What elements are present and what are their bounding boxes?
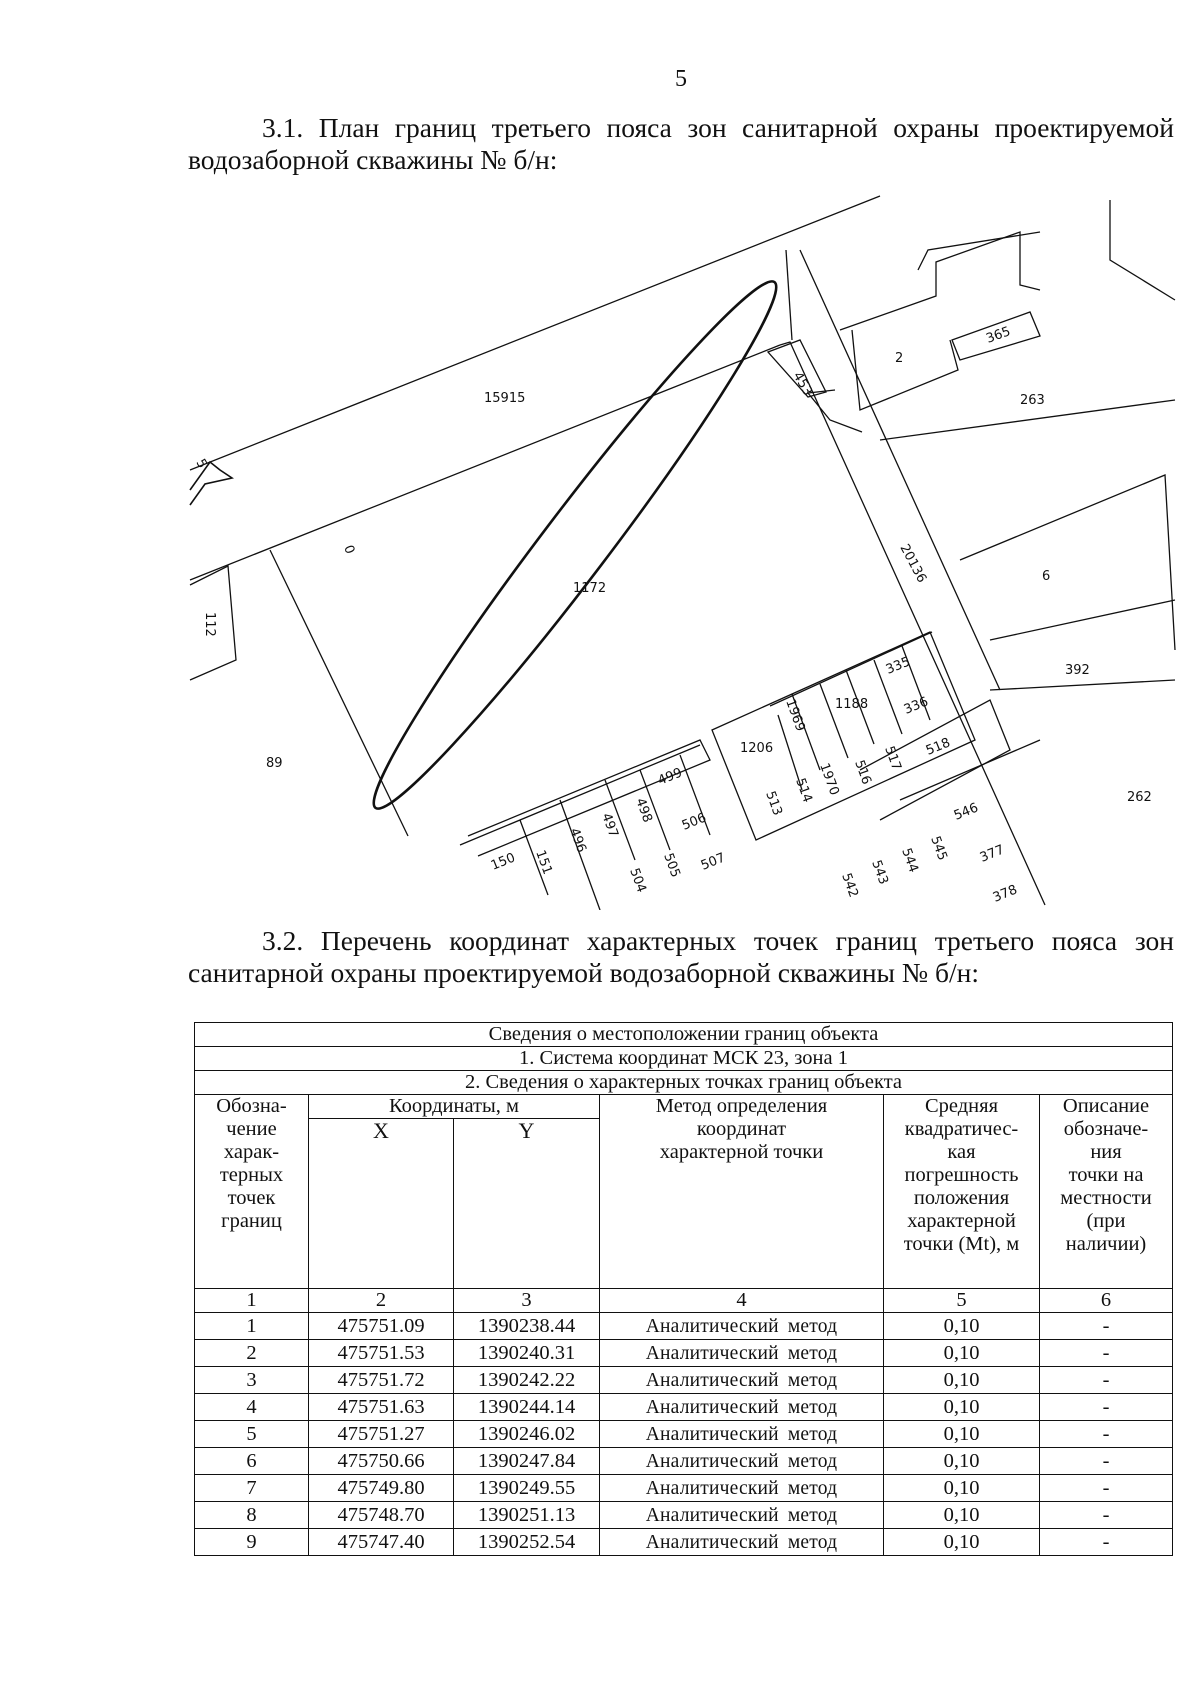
method: Аналитический метод <box>600 1313 884 1340</box>
header-coordinates: Координаты, м <box>309 1095 600 1119</box>
map-label-506: 506 <box>679 810 709 834</box>
map-parcel-lines <box>190 196 1175 910</box>
coord-y: 1390247.84 <box>454 1448 600 1475</box>
map-label-150: 150 <box>488 850 518 874</box>
map-label-504: 504 <box>626 866 649 895</box>
table-row <box>195 1367 1173 1394</box>
method: Аналитический метод <box>600 1421 884 1448</box>
header-x: X <box>309 1119 454 1289</box>
coord-x: 475751.72 <box>309 1367 454 1394</box>
map-label-20136: 20136 <box>896 541 930 586</box>
coord-x: 475751.09 <box>309 1313 454 1340</box>
map-label-263: 263 <box>1020 393 1045 408</box>
method: Аналитический метод <box>600 1340 884 1367</box>
map-label-89: 89 <box>266 756 283 771</box>
table-row <box>195 1529 1173 1556</box>
map-label-262: 262 <box>1127 790 1152 805</box>
mean-error: 0,10 <box>884 1475 1040 1502</box>
map-label-543: 543 <box>868 858 891 887</box>
section-3-1-line-1: 3.1. План границ третьего пояса зон санитарной охраны проектируемой <box>262 112 1174 143</box>
method: Аналитический метод <box>600 1394 884 1421</box>
coord-x: 475750.66 <box>309 1448 454 1475</box>
coord-x: 475751.63 <box>309 1394 454 1421</box>
point-number: 5 <box>195 1421 309 1448</box>
coord-y: 1390244.14 <box>454 1394 600 1421</box>
map-label-392: 392 <box>1065 663 1090 678</box>
table-row <box>195 1502 1173 1529</box>
method: Аналитический метод <box>600 1448 884 1475</box>
point-number: 2 <box>195 1340 309 1367</box>
map-label-112: 112 <box>202 612 217 637</box>
mean-error: 0,10 <box>884 1367 1040 1394</box>
description: - <box>1040 1340 1173 1367</box>
table-title: Сведения о местоположении границ объекта <box>195 1023 1173 1047</box>
table-row <box>195 1475 1173 1502</box>
header-method: Метод определения координат характерной точки <box>600 1095 884 1289</box>
mean-error: 0,10 <box>884 1502 1040 1529</box>
method: Аналитический метод <box>600 1529 884 1556</box>
coord-x: 475747.40 <box>309 1529 454 1556</box>
map-label-336: 336 <box>901 694 931 718</box>
method: Аналитический метод <box>600 1502 884 1529</box>
coord-y: 1390252.54 <box>454 1529 600 1556</box>
map-label-453: 453 <box>789 369 815 399</box>
description: - <box>1040 1475 1173 1502</box>
coord-x: 475751.53 <box>309 1340 454 1367</box>
section-3-2-line-1: 3.2. Перечень координат характерных точек границ третьего пояса зон <box>262 925 1174 956</box>
map-label-1969: 1969 <box>782 697 808 734</box>
point-number: 8 <box>195 1502 309 1529</box>
column-number: 4 <box>600 1289 884 1313</box>
coord-y: 1390242.22 <box>454 1367 600 1394</box>
map-label-1172: 1172 <box>573 581 607 596</box>
map-label-2: 2 <box>895 351 904 366</box>
point-number: 6 <box>195 1448 309 1475</box>
coord-x: 475751.27 <box>309 1421 454 1448</box>
mean-error: 0,10 <box>884 1421 1040 1448</box>
column-number: 1 <box>195 1289 309 1313</box>
section-3-2-heading <box>188 925 1174 989</box>
table-coordinate-system: 1. Система координат МСК 23, зона 1 <box>195 1047 1173 1071</box>
header-description: Описание обозначе- ния точки на местности (при наличии) <box>1040 1095 1173 1289</box>
header-y: Y <box>454 1119 600 1289</box>
map-label-498: 498 <box>632 796 655 825</box>
map-label-151: 151 <box>532 848 555 877</box>
map-label-546: 546 <box>951 800 981 824</box>
coord-y: 1390240.31 <box>454 1340 600 1367</box>
column-number: 3 <box>454 1289 600 1313</box>
column-number: 6 <box>1040 1289 1173 1313</box>
column-number: 5 <box>884 1289 1040 1313</box>
map-label-514: 514 <box>792 776 815 805</box>
map-label-507: 507 <box>698 850 728 874</box>
table-row <box>195 1448 1173 1475</box>
map-label-335: 335 <box>883 654 913 678</box>
map-label-377: 377 <box>977 842 1007 866</box>
method: Аналитический метод <box>600 1367 884 1394</box>
map-label-1188: 1188 <box>835 697 869 712</box>
description: - <box>1040 1367 1173 1394</box>
coord-y: 1390246.02 <box>454 1421 600 1448</box>
method: Аналитический метод <box>600 1475 884 1502</box>
page-number: 5 <box>675 66 687 92</box>
header-designation: Обозна- чение харак- терных точек границ <box>195 1095 309 1289</box>
map-label-496: 496 <box>566 826 589 855</box>
coordinates-table <box>194 1022 1173 1556</box>
map-label-513: 513 <box>762 789 785 818</box>
description: - <box>1040 1448 1173 1475</box>
section-3-2-line-2: санитарной охраны проектируемой водозаборной скважины № б/н: <box>188 957 980 988</box>
map-label-497: 497 <box>598 811 621 840</box>
point-number: 3 <box>195 1367 309 1394</box>
map-label-1206: 1206 <box>740 741 774 756</box>
coord-y: 1390249.55 <box>454 1475 600 1502</box>
map-label-378: 378 <box>990 882 1020 906</box>
map-label-544: 544 <box>898 846 921 875</box>
map-label-1970: 1970 <box>816 761 842 798</box>
description: - <box>1040 1529 1173 1556</box>
coord-y: 1390238.44 <box>454 1313 600 1340</box>
table-section-title: 2. Сведения о характерных точках границ объекта <box>195 1071 1173 1095</box>
map-label-516: 516 <box>851 758 874 787</box>
sanitary-zone-ellipse <box>349 262 801 828</box>
map-label-6: 6 <box>1042 569 1051 584</box>
coord-y: 1390251.13 <box>454 1502 600 1529</box>
point-number: 1 <box>195 1313 309 1340</box>
point-number: 7 <box>195 1475 309 1502</box>
map-label-365: 365 <box>984 324 1013 347</box>
description: - <box>1040 1394 1173 1421</box>
map-label-542: 542 <box>838 871 861 900</box>
mean-error: 0,10 <box>884 1340 1040 1367</box>
map-label-518: 518 <box>923 735 953 759</box>
map-label-15915: 15915 <box>484 391 526 406</box>
table-row <box>195 1421 1173 1448</box>
table-row <box>195 1313 1173 1340</box>
column-number: 2 <box>309 1289 454 1313</box>
coord-x: 475749.80 <box>309 1475 454 1502</box>
map-label-499: 499 <box>655 765 685 789</box>
point-number: 9 <box>195 1529 309 1556</box>
table-row <box>195 1340 1173 1367</box>
header-mean-square-error: Средняя квадратичес- кая погрешность положения характерной точки (Mt), м <box>884 1095 1040 1289</box>
point-number: 4 <box>195 1394 309 1421</box>
description: - <box>1040 1421 1173 1448</box>
mean-error: 0,10 <box>884 1448 1040 1475</box>
map-label-545: 545 <box>927 834 950 863</box>
coord-x: 475748.70 <box>309 1502 454 1529</box>
description: - <box>1040 1313 1173 1340</box>
map-label-505: 505 <box>660 851 683 880</box>
mean-error: 0,10 <box>884 1529 1040 1556</box>
map-label-5: 5 <box>192 456 210 472</box>
description: - <box>1040 1502 1173 1529</box>
map-label-517: 517 <box>881 744 904 773</box>
table-row <box>195 1394 1173 1421</box>
mean-error: 0,10 <box>884 1313 1040 1340</box>
mean-error: 0,10 <box>884 1394 1040 1421</box>
section-3-1-line-2: водозаборной скважины № б/н: <box>188 144 558 175</box>
map-label-0: 0 <box>340 543 358 557</box>
